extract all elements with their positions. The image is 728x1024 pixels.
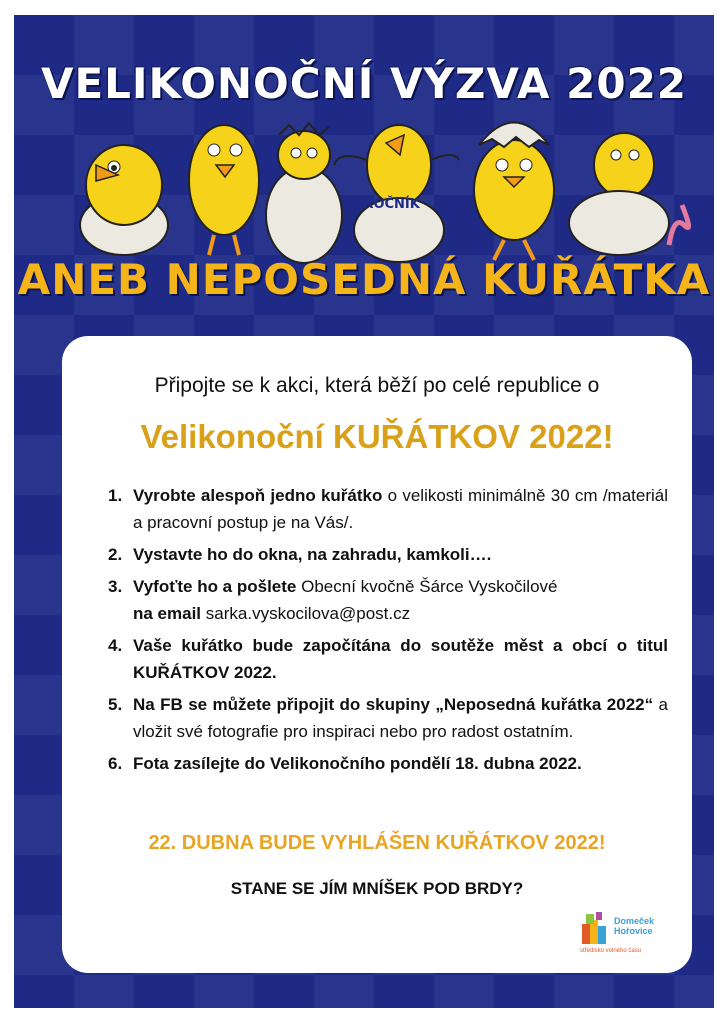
item-text: o velikosti minimálně 30 cm /materiál a pracovní postup je na Vás/. (133, 486, 669, 532)
item-number: 3. (108, 577, 123, 596)
logo-name: Domeček Hořovice (614, 916, 655, 936)
info-card (62, 336, 692, 973)
intro-text: Připojte se k akci, která běží po celé republice o (154, 374, 600, 397)
item-number: 4. (108, 636, 123, 655)
question-text: STANE SE JÍM MNÍŠEK POD BRDY? (230, 879, 524, 898)
chick-illustration (266, 123, 342, 263)
chicks-illustration (54, 105, 694, 265)
announcement: 22. DUBNA BUDE VYHLÁŠEN KUŘÁTKOV 2022! (148, 832, 606, 854)
item-bold-text: Na FB se můžete připojit do skupiny „Neposedná kuřátka 2022“ (133, 695, 654, 714)
item-bold-text: Vystavte ho do okna, na zahradu, kamkoli…. (133, 545, 492, 564)
item-bold-text: Fota zasílejte do Velikonočního pondělí 18. dubna 2022. (133, 754, 582, 773)
list-item (108, 750, 668, 777)
item-bold-text: Vyrobte alespoň jedno kuřátko (133, 486, 383, 505)
list-item (108, 573, 668, 627)
poster-subtitle: ANEB NEPOSEDNÁ KUŘÁTKA (17, 255, 711, 304)
edition-badge: III.ROČNÍK (344, 197, 420, 212)
item-number: 6. (108, 754, 123, 773)
item-bold-text: Vyfoťte ho a pošlete (133, 577, 297, 596)
chick-illustration (80, 145, 168, 255)
organization-logo (580, 910, 670, 960)
chick-illustration (334, 125, 459, 262)
poster-title: VELIKONOČNÍ VÝZVA 2022 (40, 59, 688, 108)
item-number: 2. (108, 545, 123, 564)
list-item (108, 691, 668, 745)
item-number: 5. (108, 695, 123, 714)
chick-illustration (474, 123, 554, 261)
item-number: 1. (108, 486, 123, 505)
house-icon (580, 910, 612, 946)
item-bold-text: na email (133, 604, 202, 623)
poster (14, 15, 714, 1008)
chick-illustration (569, 133, 689, 255)
email-address: sarka.vyskocilova@post.cz (201, 604, 411, 623)
rules-list (108, 482, 668, 782)
list-item (108, 541, 668, 568)
item-text: Obecní kvočně Šárce Vyskočilové (296, 577, 558, 596)
item-text: a vložit své fotografie pro inspiraci nebo pro radost ostatním. (133, 695, 668, 741)
item-bold-text: Vaše kuřátko bude započítána do soutěže měst a obcí o titul KUŘÁTKOV 2022. (133, 636, 668, 682)
list-item (108, 632, 668, 686)
list-item (108, 482, 668, 536)
chick-illustration (189, 125, 259, 255)
logo-tagline: středisko volného času (580, 948, 642, 954)
headline: Velikonoční KUŘÁTKOV 2022! (140, 418, 614, 455)
